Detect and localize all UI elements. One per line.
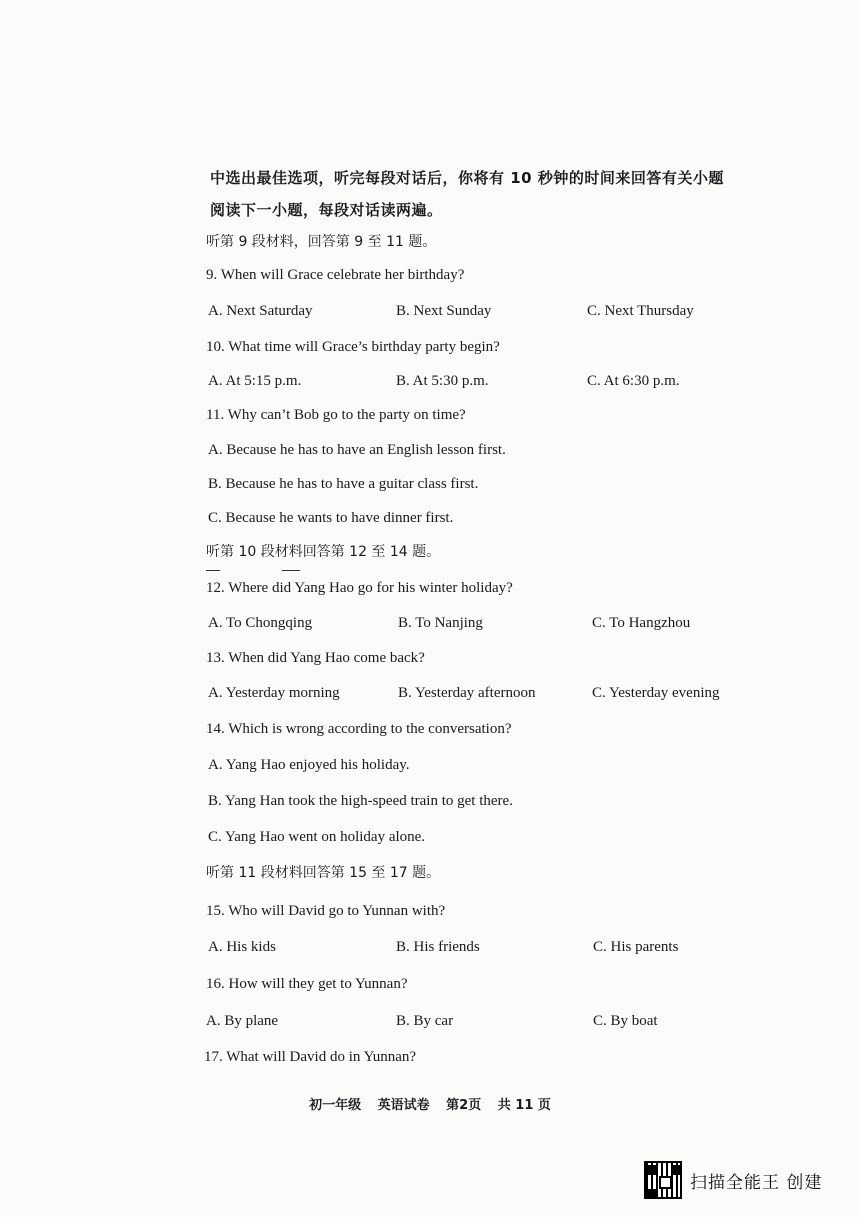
question-12: 12. Where did Yang Hao go for his winter holiday? [206, 580, 513, 596]
option-b: B. By car [396, 1013, 454, 1029]
question-11: 11. Why can’t Bob go to the party on time? [206, 407, 466, 423]
footer-subject: 英语试卷 [377, 1098, 430, 1113]
option-b: B. His friends [396, 939, 480, 955]
scan-mark [282, 570, 300, 571]
option-a: A. At 5:15 p.m. [208, 373, 302, 389]
instruction-line-2: 阅读下一小题，每段对话读两遍。 [210, 201, 443, 219]
option-c: C. By boat [593, 1013, 658, 1029]
question-10: 10. What time will Grace’s birthday party begin? [206, 339, 500, 355]
section-header: 听第 11 段材料回答第 15 至 17 题。 [206, 865, 441, 881]
option-a: A. Yang Hao enjoyed his holiday. [208, 757, 410, 773]
question-13: 13. When did Yang Hao come back? [206, 650, 425, 666]
footer-total: 共 11 页 [497, 1098, 551, 1113]
option-b: B. To Nanjing [398, 615, 483, 631]
option-b: B. Because he has to have a guitar class first. [208, 476, 479, 492]
question-17: 17. What will David do in Yunnan? [204, 1049, 417, 1065]
footer-grade: 初一年级 [309, 1098, 362, 1113]
option-a: A. To Chongqing [208, 615, 313, 631]
option-a: A. Next Saturday [208, 303, 313, 319]
option-c: C. Yesterday evening [592, 685, 720, 701]
question-14: 14. Which is wrong according to the conversation? [206, 721, 512, 737]
scanner-watermark [644, 1160, 844, 1200]
section-header: 听第 9 段材料，回答第 9 至 11 题。 [206, 234, 437, 250]
section-header: 听第 10 段材料回答第 12 至 14 题。 [206, 544, 441, 560]
option-a: A. His kids [208, 939, 276, 955]
option-a: A. Yesterday morning [208, 685, 340, 701]
option-b: B. Yesterday afternoon [398, 685, 536, 701]
qr-code-icon [644, 1161, 682, 1199]
option-a: A. Because he has to have an English lesson first. [208, 442, 506, 458]
option-b: B. Next Sunday [396, 303, 492, 319]
option-c: C. Next Thursday [587, 303, 694, 319]
page-footer [0, 1094, 860, 1113]
option-c: C. His parents [593, 939, 679, 955]
option-b: B. At 5:30 p.m. [396, 373, 489, 389]
option-c: C. At 6:30 p.m. [587, 373, 680, 389]
option-c: C. Yang Hao went on holiday alone. [208, 829, 426, 845]
instruction-line-1: 中选出最佳选项，听完每段对话后，你将有 10 秒钟的时间来回答有关小题 [210, 169, 724, 187]
question-15: 15. Who will David go to Yunnan with? [206, 903, 446, 919]
scan-mark [206, 570, 220, 571]
option-b: B. Yang Han took the high-speed train to get there. [208, 793, 513, 809]
footer-page: 第2页 [446, 1098, 482, 1113]
option-a: A. By plane [206, 1013, 279, 1029]
question-16: 16. How will they get to Yunnan? [206, 976, 408, 992]
watermark-text: 扫描全能王 创建 [690, 1172, 823, 1193]
question-9: 9. When will Grace celebrate her birthday? [206, 267, 465, 283]
option-c: C. To Hangzhou [592, 615, 691, 631]
option-c: C. Because he wants to have dinner first. [208, 510, 454, 526]
